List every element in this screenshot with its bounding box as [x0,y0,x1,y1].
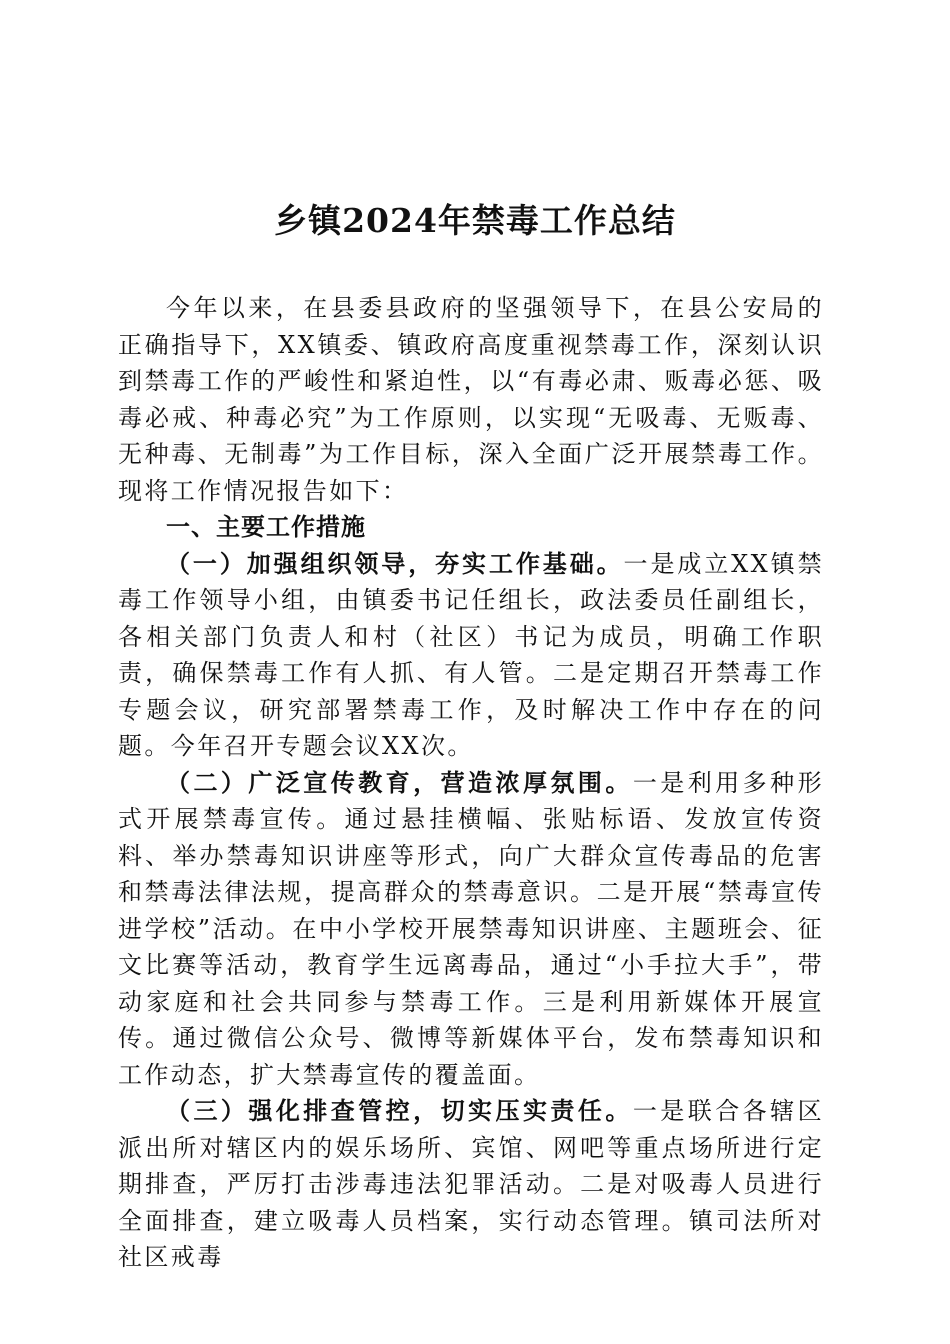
document-title: 乡镇2024年禁毒工作总结 [274,201,676,240]
item-paragraph-3 [118,1093,824,1276]
item-paragraph-2 [118,765,824,1094]
item-text-1: 一是成立XX镇禁毒工作领导小组，由镇委书记任组长，政法委员任副组长，各相关部门负责人和村（社区）书记为成员，明确工作职责，确保禁毒工作有人抓、有人管。二是定期召开禁毒工作专题会议，研究部署禁毒工作，及时解决工作中存在的问题。今年召开专题会议XX次。 [118,549,824,760]
item-text-2: 一是利用多种形式开展禁毒宣传。通过悬挂横幅、张贴标语、发放宣传资料、举办禁毒知识讲座等形式，向广大群众宣传毒品的危害和禁毒法律法规，提高群众的禁毒意识。二是开展“禁毒宣传进学校”活动。在中小学校开展禁毒知识讲座、主题班会、征文比赛等活动，教育学生远离毒品，通过“小手拉大手”，带动家庭和社会共同参与禁毒工作。三是利用新媒体开展宣传。通过微信公众号、微博等新媒体平台，发布禁毒知识和工作动态，扩大禁毒宣传的覆盖面。 [118,768,824,1089]
intro-paragraph: 今年以来，在县委县政府的坚强领导下，在县公安局的正确指导下，XX镇委、镇政府高度重视禁毒工作，深刻认识到禁毒工作的严峻性和紧迫性，以“有毒必肃、贩毒必惩、吸毒必戒、种毒必究”为工作原则，以实现“无吸毒、无贩毒、无种毒、无制毒”为工作目标，深入全面广泛开展禁毒工作。现将工作情况报告如下： [118,294,824,505]
document-body [118,290,824,1276]
item-lead-2: （二）广泛宣传教育，营造浓厚氛围。 [166,768,633,797]
item-lead-3: （三）强化排查管控，切实压实责任。 [166,1097,633,1125]
section-heading: 一、主要工作措施 [166,513,366,541]
item-text-3: 一是联合各辖区派出所对辖区内的娱乐场所、宾馆、网吧等重点场所进行定期排查，严厉打击涉毒违法犯罪活动。二是对吸毒人员进行全面排查，建立吸毒人员档案，实行动态管理。镇司法所对社区戒毒 [118,1097,824,1271]
item-paragraph-1 [118,546,824,765]
item-lead-1: （一）加强组织领导，夯实工作基础。 [166,549,624,578]
